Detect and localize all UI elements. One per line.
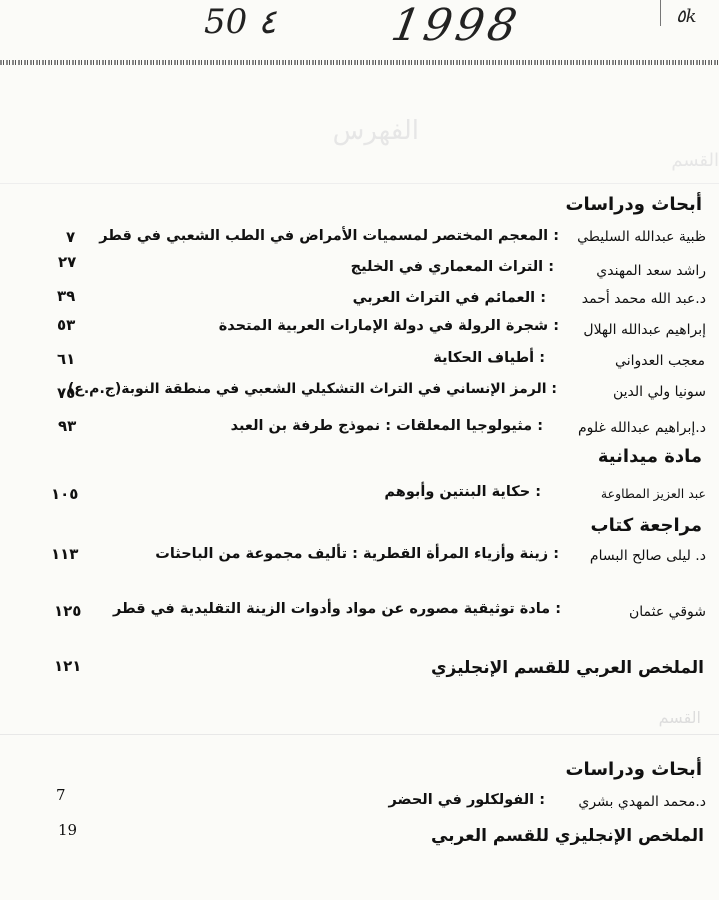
entry-page: ٧ (66, 228, 76, 246)
entry-title: : العمائم في التراث العربي (352, 290, 546, 306)
handwritten-year: 1998 (387, 0, 525, 51)
entry-author: عبد العزيز المطاوعة (600, 486, 706, 501)
entry-page: ٩٣ (58, 417, 77, 435)
summary-page: 19 (58, 821, 78, 839)
entry-page: ٥٣ (57, 316, 76, 334)
entry-author: د.محمد المهدي بشري (578, 794, 706, 810)
entry-page: ١١٣ (51, 545, 79, 563)
divider-bottom (0, 734, 719, 735)
entry-author: راشد سعد المهندي (596, 263, 706, 279)
heading-field: مادة ميدانية (597, 446, 702, 467)
entry-author: د.عبد الله محمد أحمد (581, 291, 706, 307)
ghost-heading: الفهرس (332, 116, 419, 146)
entry-author: إبراهيم عبدالله الهلال (583, 322, 706, 338)
entry-title: : الفولكلور في الحضر (388, 792, 545, 808)
entry-author: د.إبراهيم عبدالله غلوم (578, 420, 706, 436)
divider-top (0, 183, 719, 184)
scan-band (0, 60, 719, 65)
summary-page: ١٢١ (54, 657, 82, 675)
entry-page: ٧٥ (57, 384, 76, 402)
entry-title: : زينة وأزياء المرأة القطرية : تأليف مجموعة من الباحثات (155, 546, 559, 562)
summary-title: الملخص الإنجليزي للقسم العربي (430, 826, 704, 846)
entry-title: : شجرة الرولة في دولة الإمارات العربية المتحدة (218, 318, 559, 334)
handwritten-code: 50 ٤ (204, 2, 277, 42)
entry-page: ٣٩ (57, 287, 76, 305)
entry-page: ٦١ (57, 350, 76, 368)
entry-title: : مادة توثيقية مصوره عن مواد وأدوات الزينة التقليدية في قطر (112, 601, 561, 617)
entry-author: د. ليلى صالح البسام (589, 548, 706, 564)
summary-title: الملخص العربي للقسم الإنجليزي (430, 658, 704, 678)
entry-page: 7 (56, 786, 66, 804)
entry-page: ١٢٥ (54, 602, 82, 620)
entry-page: ١٠٥ (51, 485, 79, 503)
entry-title: : مثيولوجيا المعلقات : نموذج طرفة بن العبد (230, 418, 543, 434)
entry-title: : الرمز الإنساني في التراث التشكيلي الشعبي في منطقة النوبة(ج.م.ع) (67, 381, 557, 397)
entry-title: : أطياف الحكاية (433, 350, 545, 366)
entry-author: شوقي عثمان (629, 604, 706, 620)
entry-author: سونيا ولي الدين (612, 384, 706, 400)
heading-studies: أبحاث ودراسات (565, 194, 702, 215)
entry-title: : حكاية البنتين وأبوهم (384, 484, 541, 500)
entry-author: ظبية عبدالله السليطي (577, 229, 706, 245)
corner-mark: ٥k (676, 6, 697, 27)
ghost-sub-bottom: القسم (658, 708, 701, 727)
heading-studies-en: أبحاث ودراسات (565, 759, 702, 780)
heading-review: مراجعة كتاب (590, 515, 702, 536)
corner-line (660, 0, 661, 26)
entry-page: ٢٧ (58, 253, 77, 271)
entry-title: : التراث المعماري في الخليج (350, 259, 554, 275)
entry-author: معجب العدواني (615, 353, 705, 369)
entry-title: : المعجم المختصر لمسميات الأمراض في الطب الشعبي في قطر (99, 228, 559, 244)
ghost-sub-top: القسم (671, 150, 719, 171)
